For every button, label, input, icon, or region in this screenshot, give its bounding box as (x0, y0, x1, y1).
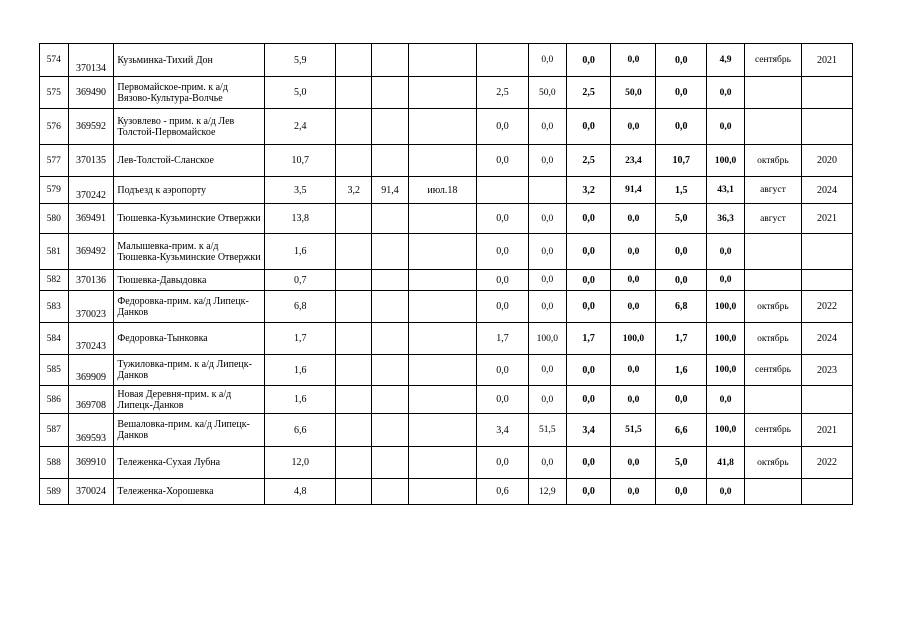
value-cell: 0,0 (477, 234, 529, 270)
value-cell (477, 44, 529, 77)
value-cell: 51,5 (528, 414, 566, 447)
month-cell: октябрь (744, 447, 801, 479)
length-cell: 5,9 (265, 44, 336, 77)
row-number: 579 (40, 177, 69, 204)
value-cell: 0,0 (528, 44, 566, 77)
date-cell (408, 234, 476, 270)
value-cell: 0,0 (528, 291, 566, 323)
row-number: 587 (40, 414, 69, 447)
table-row (40, 44, 853, 77)
value-cell (372, 323, 409, 355)
month-cell (744, 386, 801, 414)
year-cell (801, 270, 852, 291)
length-cell: 6,8 (265, 291, 336, 323)
value-cell: 0,0 (656, 479, 707, 505)
road-name: Тележенка-Сухая Лубна (114, 447, 265, 479)
table-row (40, 386, 853, 414)
percent-cell: 100,0 (707, 323, 745, 355)
length-cell: 1,7 (265, 323, 336, 355)
percent-cell: 100,0 (707, 291, 745, 323)
percent-cell: 41,8 (707, 447, 745, 479)
value-cell (372, 204, 409, 234)
value-cell: 2,5 (566, 145, 611, 177)
table-row (40, 355, 853, 386)
month-cell: август (744, 204, 801, 234)
date-cell: июл.18 (408, 177, 476, 204)
value-cell: 1,7 (566, 323, 611, 355)
road-name: Кузовлево - прим. к а/д Лев Толстой-Первомайское (114, 109, 265, 145)
year-cell (801, 109, 852, 145)
value-cell (336, 323, 372, 355)
value-cell: 0,0 (566, 109, 611, 145)
table-row (40, 291, 853, 323)
value-cell: 1,5 (656, 177, 707, 204)
value-cell: 6,8 (656, 291, 707, 323)
value-cell (336, 479, 372, 505)
value-cell (372, 234, 409, 270)
road-name: Тюшевка-Кузьминские Отвержки (114, 204, 265, 234)
value-cell: 0,0 (566, 44, 611, 77)
value-cell (372, 270, 409, 291)
value-cell (372, 44, 409, 77)
year-cell: 2020 (801, 145, 852, 177)
month-cell (744, 479, 801, 505)
row-number: 586 (40, 386, 69, 414)
road-code: 370136 (68, 270, 114, 291)
road-name: Вешаловка-прим. ка/д Липецк-Данков (114, 414, 265, 447)
percent-cell: 43,1 (707, 177, 745, 204)
road-name: Лев-Толстой-Сланское (114, 145, 265, 177)
value-cell (372, 386, 409, 414)
value-cell (372, 479, 409, 505)
road-code: 369910 (68, 447, 114, 479)
table-row (40, 323, 853, 355)
value-cell: 2,5 (477, 77, 529, 109)
length-cell: 13,8 (265, 204, 336, 234)
value-cell: 0,0 (566, 234, 611, 270)
table-row (40, 145, 853, 177)
value-cell: 6,6 (656, 414, 707, 447)
value-cell (372, 291, 409, 323)
road-name: Тужиловка-прим. к а/д Липецк-Данков (114, 355, 265, 386)
value-cell: 91,4 (372, 177, 409, 204)
road-code: 369593 (68, 414, 114, 447)
table-row (40, 77, 853, 109)
row-number: 574 (40, 44, 69, 77)
table-row (40, 479, 853, 505)
value-cell: 0,0 (611, 234, 656, 270)
value-cell: 0,0 (566, 204, 611, 234)
value-cell: 0,0 (528, 386, 566, 414)
value-cell: 0,0 (528, 355, 566, 386)
month-cell (744, 270, 801, 291)
month-cell: сентябрь (744, 414, 801, 447)
percent-cell: 0,0 (707, 386, 745, 414)
value-cell: 1,7 (477, 323, 529, 355)
value-cell: 100,0 (611, 323, 656, 355)
value-cell: 3,4 (566, 414, 611, 447)
value-cell (372, 447, 409, 479)
road-code: 370242 (68, 177, 114, 204)
year-cell: 2021 (801, 44, 852, 77)
value-cell (336, 414, 372, 447)
table-row (40, 414, 853, 447)
value-cell: 0,0 (656, 44, 707, 77)
date-cell (408, 414, 476, 447)
row-number: 582 (40, 270, 69, 291)
month-cell: октябрь (744, 145, 801, 177)
value-cell: 0,0 (477, 355, 529, 386)
value-cell: 1,7 (656, 323, 707, 355)
value-cell: 0,0 (477, 204, 529, 234)
row-number: 588 (40, 447, 69, 479)
date-cell (408, 204, 476, 234)
month-cell: сентябрь (744, 44, 801, 77)
value-cell (336, 234, 372, 270)
value-cell: 0,0 (566, 386, 611, 414)
year-cell: 2021 (801, 414, 852, 447)
value-cell: 0,0 (566, 355, 611, 386)
value-cell: 0,0 (656, 386, 707, 414)
value-cell: 0,0 (611, 291, 656, 323)
value-cell (372, 145, 409, 177)
value-cell: 0,0 (656, 109, 707, 145)
road-code: 369492 (68, 234, 114, 270)
table-row (40, 204, 853, 234)
month-cell (744, 234, 801, 270)
percent-cell: 0,0 (707, 109, 745, 145)
year-cell: 2022 (801, 447, 852, 479)
value-cell (528, 177, 566, 204)
value-cell: 0,0 (611, 355, 656, 386)
value-cell: 0,0 (477, 145, 529, 177)
length-cell: 1,6 (265, 355, 336, 386)
table-row (40, 177, 853, 204)
value-cell: 0,0 (611, 447, 656, 479)
value-cell: 3,4 (477, 414, 529, 447)
value-cell: 50,0 (611, 77, 656, 109)
date-cell (408, 77, 476, 109)
year-cell: 2021 (801, 204, 852, 234)
roads-table (39, 43, 853, 505)
percent-cell: 4,9 (707, 44, 745, 77)
value-cell: 0,0 (566, 479, 611, 505)
percent-cell: 100,0 (707, 145, 745, 177)
road-name: Федоровка-прим. ка/д Липецк-Данков (114, 291, 265, 323)
table-row (40, 447, 853, 479)
value-cell (372, 414, 409, 447)
row-number: 585 (40, 355, 69, 386)
road-name: Федоровка-Тынковка (114, 323, 265, 355)
row-number: 577 (40, 145, 69, 177)
value-cell (336, 109, 372, 145)
date-cell (408, 44, 476, 77)
value-cell (477, 177, 529, 204)
value-cell: 0,0 (566, 447, 611, 479)
percent-cell: 0,0 (707, 479, 745, 505)
value-cell: 3,2 (566, 177, 611, 204)
row-number: 589 (40, 479, 69, 505)
value-cell: 0,0 (528, 145, 566, 177)
road-code: 369491 (68, 204, 114, 234)
value-cell: 50,0 (528, 77, 566, 109)
value-cell: 0,0 (477, 291, 529, 323)
value-cell: 10,7 (656, 145, 707, 177)
value-cell: 12,9 (528, 479, 566, 505)
percent-cell: 100,0 (707, 414, 745, 447)
month-cell: август (744, 177, 801, 204)
value-cell: 0,0 (528, 447, 566, 479)
length-cell: 2,4 (265, 109, 336, 145)
value-cell: 5,0 (656, 447, 707, 479)
length-cell: 0,7 (265, 270, 336, 291)
value-cell: 0,6 (477, 479, 529, 505)
value-cell: 0,0 (656, 77, 707, 109)
table-row (40, 234, 853, 270)
year-cell (801, 386, 852, 414)
road-name: Кузьминка-Тихий Дон (114, 44, 265, 77)
value-cell (336, 204, 372, 234)
length-cell: 6,6 (265, 414, 336, 447)
year-cell (801, 479, 852, 505)
date-cell (408, 386, 476, 414)
value-cell (336, 386, 372, 414)
value-cell (336, 270, 372, 291)
date-cell (408, 145, 476, 177)
value-cell: 0,0 (528, 109, 566, 145)
road-code: 370135 (68, 145, 114, 177)
date-cell (408, 447, 476, 479)
percent-cell: 36,3 (707, 204, 745, 234)
table-row (40, 270, 853, 291)
road-code: 369909 (68, 355, 114, 386)
length-cell: 4,8 (265, 479, 336, 505)
length-cell: 1,6 (265, 386, 336, 414)
road-name: Подъезд к аэропорту (114, 177, 265, 204)
value-cell (372, 77, 409, 109)
value-cell (336, 44, 372, 77)
value-cell: 0,0 (528, 270, 566, 291)
date-cell (408, 291, 476, 323)
road-name: Тюшевка-Давыдовка (114, 270, 265, 291)
date-cell (408, 270, 476, 291)
road-name: Малышевка-прим. к а/д Тюшевка-Кузьминские Отвержки (114, 234, 265, 270)
percent-cell: 0,0 (707, 77, 745, 109)
date-cell (408, 109, 476, 145)
value-cell (372, 109, 409, 145)
value-cell: 5,0 (656, 204, 707, 234)
month-cell (744, 109, 801, 145)
value-cell (336, 77, 372, 109)
month-cell: октябрь (744, 323, 801, 355)
value-cell: 0,0 (611, 44, 656, 77)
value-cell: 1,6 (656, 355, 707, 386)
value-cell (336, 291, 372, 323)
percent-cell: 0,0 (707, 270, 745, 291)
date-cell (408, 355, 476, 386)
value-cell: 100,0 (528, 323, 566, 355)
value-cell: 0,0 (656, 234, 707, 270)
value-cell: 0,0 (611, 109, 656, 145)
value-cell: 2,5 (566, 77, 611, 109)
date-cell (408, 323, 476, 355)
percent-cell: 100,0 (707, 355, 745, 386)
road-code: 370134 (68, 44, 114, 77)
road-code: 369592 (68, 109, 114, 145)
value-cell: 0,0 (566, 291, 611, 323)
year-cell: 2024 (801, 177, 852, 204)
value-cell: 0,0 (477, 386, 529, 414)
value-cell: 0,0 (656, 270, 707, 291)
road-code: 369490 (68, 77, 114, 109)
length-cell: 12,0 (265, 447, 336, 479)
value-cell: 0,0 (528, 204, 566, 234)
road-code: 370024 (68, 479, 114, 505)
road-code: 369708 (68, 386, 114, 414)
length-cell: 3,5 (265, 177, 336, 204)
value-cell: 0,0 (611, 204, 656, 234)
month-cell: октябрь (744, 291, 801, 323)
road-name: Тележенка-Хорошевка (114, 479, 265, 505)
year-cell (801, 234, 852, 270)
value-cell: 91,4 (611, 177, 656, 204)
table-row (40, 109, 853, 145)
year-cell: 2022 (801, 291, 852, 323)
length-cell: 1,6 (265, 234, 336, 270)
value-cell: 0,0 (528, 234, 566, 270)
value-cell (336, 355, 372, 386)
value-cell: 23,4 (611, 145, 656, 177)
row-number: 576 (40, 109, 69, 145)
value-cell: 0,0 (477, 270, 529, 291)
value-cell: 0,0 (611, 386, 656, 414)
length-cell: 5,0 (265, 77, 336, 109)
year-cell: 2024 (801, 323, 852, 355)
value-cell: 3,2 (336, 177, 372, 204)
year-cell (801, 77, 852, 109)
month-cell: сентябрь (744, 355, 801, 386)
row-number: 581 (40, 234, 69, 270)
value-cell: 51,5 (611, 414, 656, 447)
road-name: Новая Деревня-прим. к а/д Липецк-Данков (114, 386, 265, 414)
percent-cell: 0,0 (707, 234, 745, 270)
row-number: 575 (40, 77, 69, 109)
row-number: 584 (40, 323, 69, 355)
month-cell (744, 77, 801, 109)
road-name: Первомайское-прим. к а/д Вязово-Культура-Волчье (114, 77, 265, 109)
row-number: 580 (40, 204, 69, 234)
date-cell (408, 479, 476, 505)
value-cell: 0,0 (611, 479, 656, 505)
value-cell: 0,0 (566, 270, 611, 291)
value-cell (336, 447, 372, 479)
year-cell: 2023 (801, 355, 852, 386)
value-cell: 0,0 (477, 109, 529, 145)
value-cell: 0,0 (477, 447, 529, 479)
value-cell (336, 145, 372, 177)
value-cell (372, 355, 409, 386)
length-cell: 10,7 (265, 145, 336, 177)
row-number: 583 (40, 291, 69, 323)
value-cell: 0,0 (611, 270, 656, 291)
road-code: 370243 (68, 323, 114, 355)
road-code: 370023 (68, 291, 114, 323)
